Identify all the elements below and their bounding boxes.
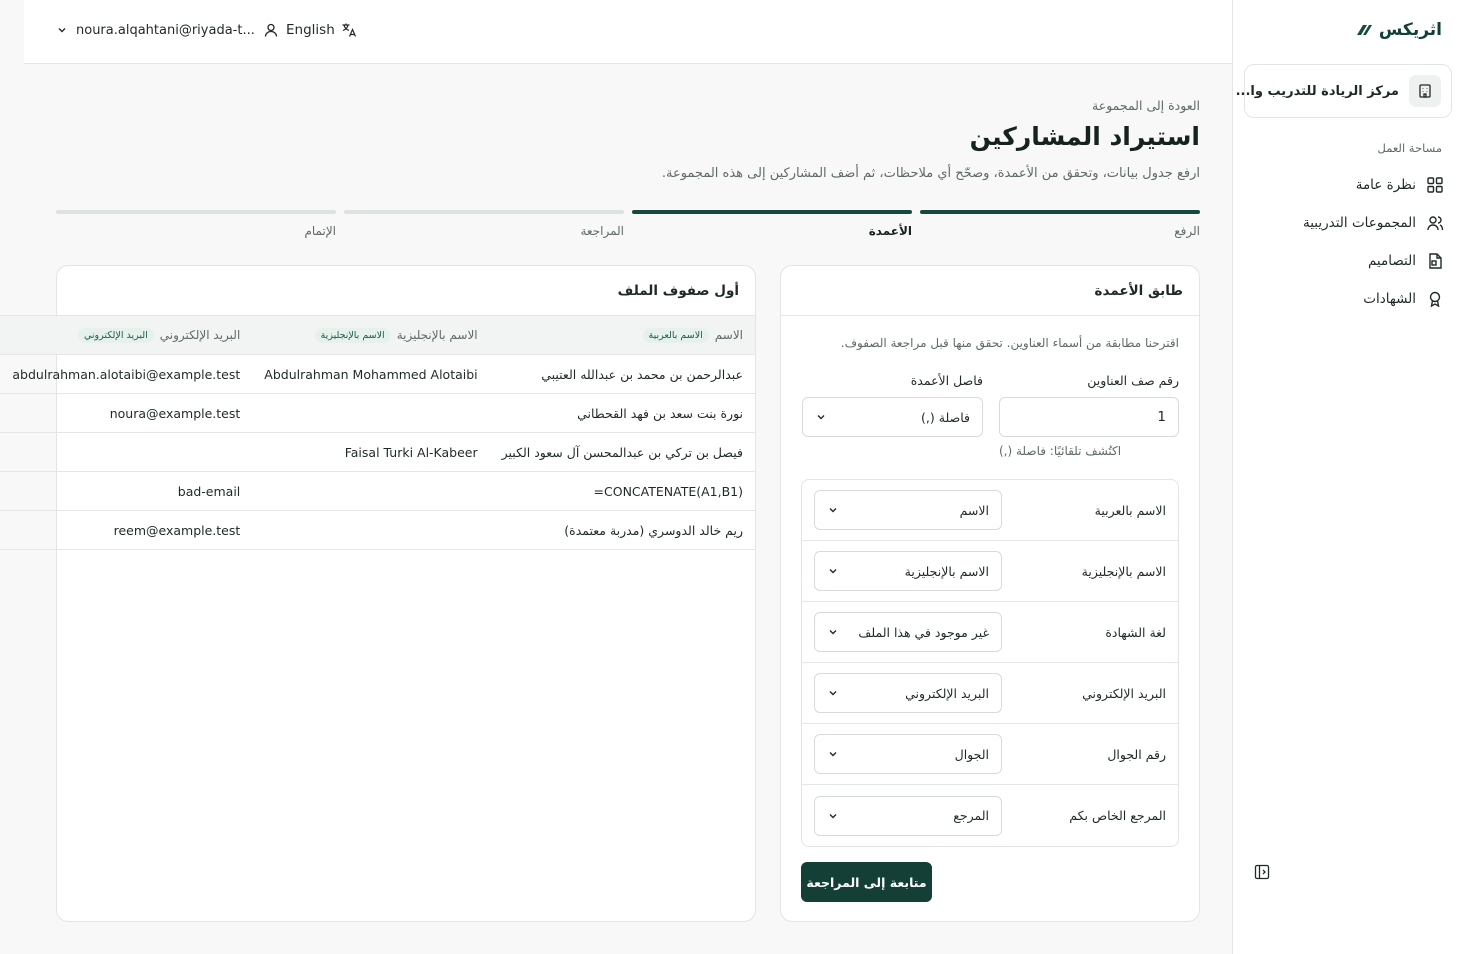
chevron-down-icon (827, 626, 839, 638)
user-email: noura.alqahtani@riyada-t... (76, 22, 255, 38)
table-row (0, 433, 755, 472)
separator-label: فاصل الأعمدة (910, 373, 983, 388)
step-label: الإتمام (304, 224, 336, 238)
sidebar-item-overview[interactable] (1248, 166, 1444, 204)
column-header (490, 316, 755, 355)
table-cell: فيصل بن تركي بن عبدالمحسن آل سعود الكبير (490, 433, 755, 472)
sidebar-item-label: الشهادات (1363, 291, 1416, 307)
step-progress-bar (632, 210, 912, 214)
sidebar-item-label: التصاميم (1367, 253, 1416, 269)
mapping-row (802, 480, 1178, 541)
select-value: الاسم بالإنجليزية (904, 563, 989, 579)
table-cell: abdulrahman.alotaibi@example.test (0, 355, 252, 394)
mapping-table (801, 479, 1179, 847)
chevron-down-icon (827, 687, 839, 699)
mapping-select[interactable] (814, 734, 1002, 774)
table-header-row (0, 316, 755, 355)
user-icon (263, 22, 279, 38)
award-icon (1426, 290, 1444, 308)
collapse-sidebar-icon[interactable] (1253, 863, 1271, 881)
table-cell: ريم خالد الدوسري (مدربة معتمدة) (490, 511, 755, 550)
mapping-select[interactable] (814, 551, 1002, 591)
app-logo[interactable] (1355, 20, 1442, 40)
mapping-field-label: الاسم بالإنجليزية (1081, 563, 1166, 579)
step-finish (56, 210, 336, 238)
chevron-down-icon (827, 810, 839, 822)
sidebar-item-designs[interactable] (1248, 242, 1444, 280)
table-cell: bad-email (0, 472, 252, 511)
mapping-field-label: المرجع الخاص بكم (1069, 808, 1166, 823)
select-value: البريد الإلكتروني (905, 685, 989, 701)
card-title: طابق الأعمدة (781, 266, 1199, 316)
column-header-label: الاسم بالإنجليزية (396, 327, 478, 342)
table-row (0, 355, 755, 394)
auto-detected-note: اكتُشف تلقائيًا: فاصلة (,) (999, 444, 1122, 458)
building-icon (1409, 75, 1441, 107)
organization-name: مركز الريادة للتدريب وا... (1235, 83, 1399, 99)
mapping-row (802, 602, 1178, 663)
step-columns (632, 210, 912, 238)
logo-mark-icon (1355, 23, 1373, 37)
chevron-down-icon (827, 504, 839, 516)
users-icon (1426, 214, 1444, 232)
mapping-field-label: البريد الإلكتروني (1082, 685, 1166, 701)
step-upload (920, 210, 1200, 238)
continue-to-review-button[interactable]: متابعة إلى المراجعة (801, 862, 932, 902)
table-cell (252, 394, 489, 433)
sidebar (1232, 0, 1464, 954)
table-row (0, 511, 755, 550)
mapping-select[interactable] (814, 673, 1002, 713)
step-label: المراجعة (580, 224, 624, 238)
chevron-down-icon (827, 565, 839, 577)
column-header-label: الاسم (714, 327, 743, 342)
language-switcher[interactable] (286, 22, 357, 38)
step-label: الأعمدة (868, 224, 912, 238)
chevron-down-icon (827, 748, 839, 760)
column-mapping-card (780, 265, 1200, 922)
page-description: ارفع جدول بيانات، وتحقق من الأعمدة، وصحّح أي ملاحظات، ثم أضف المشاركين إلى هذه المجموعة. (661, 166, 1200, 181)
table-row (0, 472, 755, 511)
mapping-row (802, 663, 1178, 724)
table-cell: عبدالرحمن بن محمد بن عبدالله العتيبي (490, 355, 755, 394)
select-value: المرجع (953, 808, 989, 823)
select-value: الجوال (954, 746, 989, 762)
page-title: استيراد المشاركين (969, 122, 1200, 151)
step-progress-bar (56, 210, 336, 214)
topbar (24, 0, 1232, 64)
back-to-group-link[interactable]: العودة إلى المجموعة (1092, 98, 1200, 113)
table-cell: Faisal Turki Al-Kabeer (252, 433, 489, 472)
table-cell (0, 433, 252, 472)
sidebar-item-groups[interactable] (1248, 204, 1444, 242)
chevron-down-icon (815, 411, 827, 423)
main-content (12, 64, 1232, 954)
mapping-select[interactable] (814, 612, 1002, 652)
separator-select[interactable] (802, 397, 983, 437)
column-header (0, 316, 252, 355)
sidebar-nav (1248, 166, 1444, 318)
file-preview-card (12, 265, 756, 922)
table-cell: Abdulrahman Mohammed Alotaibi (252, 355, 489, 394)
mapping-select[interactable] (814, 490, 1002, 530)
preview-table (0, 315, 755, 550)
import-stepper (56, 210, 1200, 238)
user-menu[interactable] (56, 22, 279, 38)
logo-text: اثريكس (1378, 20, 1442, 40)
mapping-row (802, 724, 1178, 785)
column-header (252, 316, 489, 355)
sidebar-item-label: المجموعات التدريبية (1302, 215, 1416, 231)
mapping-badge: البريد الإلكتروني (78, 328, 154, 343)
mapping-badge: الاسم بالإنجليزية (315, 328, 391, 343)
grid-icon (1426, 176, 1444, 194)
mapping-row (802, 785, 1178, 846)
select-value: فاصلة (,) (921, 409, 970, 425)
header-row-label: رقم صف العناوين (1087, 373, 1179, 388)
chevron-down-icon (56, 24, 68, 36)
organization-switcher[interactable] (1235, 64, 1452, 118)
table-cell (252, 472, 489, 511)
table-cell: noura@example.test (0, 394, 252, 433)
step-progress-bar (920, 210, 1200, 214)
mapping-badge: الاسم بالعربية (643, 328, 709, 343)
translate-icon (341, 22, 357, 38)
card-title: أول صفوف الملف (57, 266, 755, 316)
mapping-field-label: رقم الجوال (1107, 746, 1166, 762)
step-label: الرفع (1174, 224, 1200, 238)
mapping-hint: اقترحنا مطابقة من أسماء العناوين. تحقق منها قبل مراجعة الصفوف. (840, 336, 1179, 350)
table-cell (252, 511, 489, 550)
table-cell: reem@example.test (0, 511, 252, 550)
sidebar-item-label: نظرة عامة (1355, 177, 1416, 193)
mapping-row (802, 541, 1178, 602)
column-header-label: البريد الإلكتروني (159, 327, 241, 342)
select-value: الاسم (959, 502, 989, 518)
sidebar-item-certificates[interactable] (1248, 280, 1444, 318)
table-cell: =CONCATENATE(A1,B1) (490, 472, 755, 511)
file-design-icon (1426, 252, 1444, 270)
language-label: English (286, 22, 335, 38)
mapping-field-label: لغة الشهادة (1105, 624, 1166, 640)
table-cell: نورة بنت سعد بن فهد القحطاني (490, 394, 755, 433)
header-row-input[interactable]: 1 (999, 397, 1179, 437)
select-value: غير موجود في هذا الملف (858, 624, 989, 640)
step-review (344, 210, 624, 238)
mapping-select[interactable] (814, 796, 1002, 836)
table-row (0, 394, 755, 433)
mapping-field-label: الاسم بالعربية (1094, 502, 1166, 518)
workspace-label: مساحة العمل (1377, 141, 1442, 155)
step-progress-bar (344, 210, 624, 214)
